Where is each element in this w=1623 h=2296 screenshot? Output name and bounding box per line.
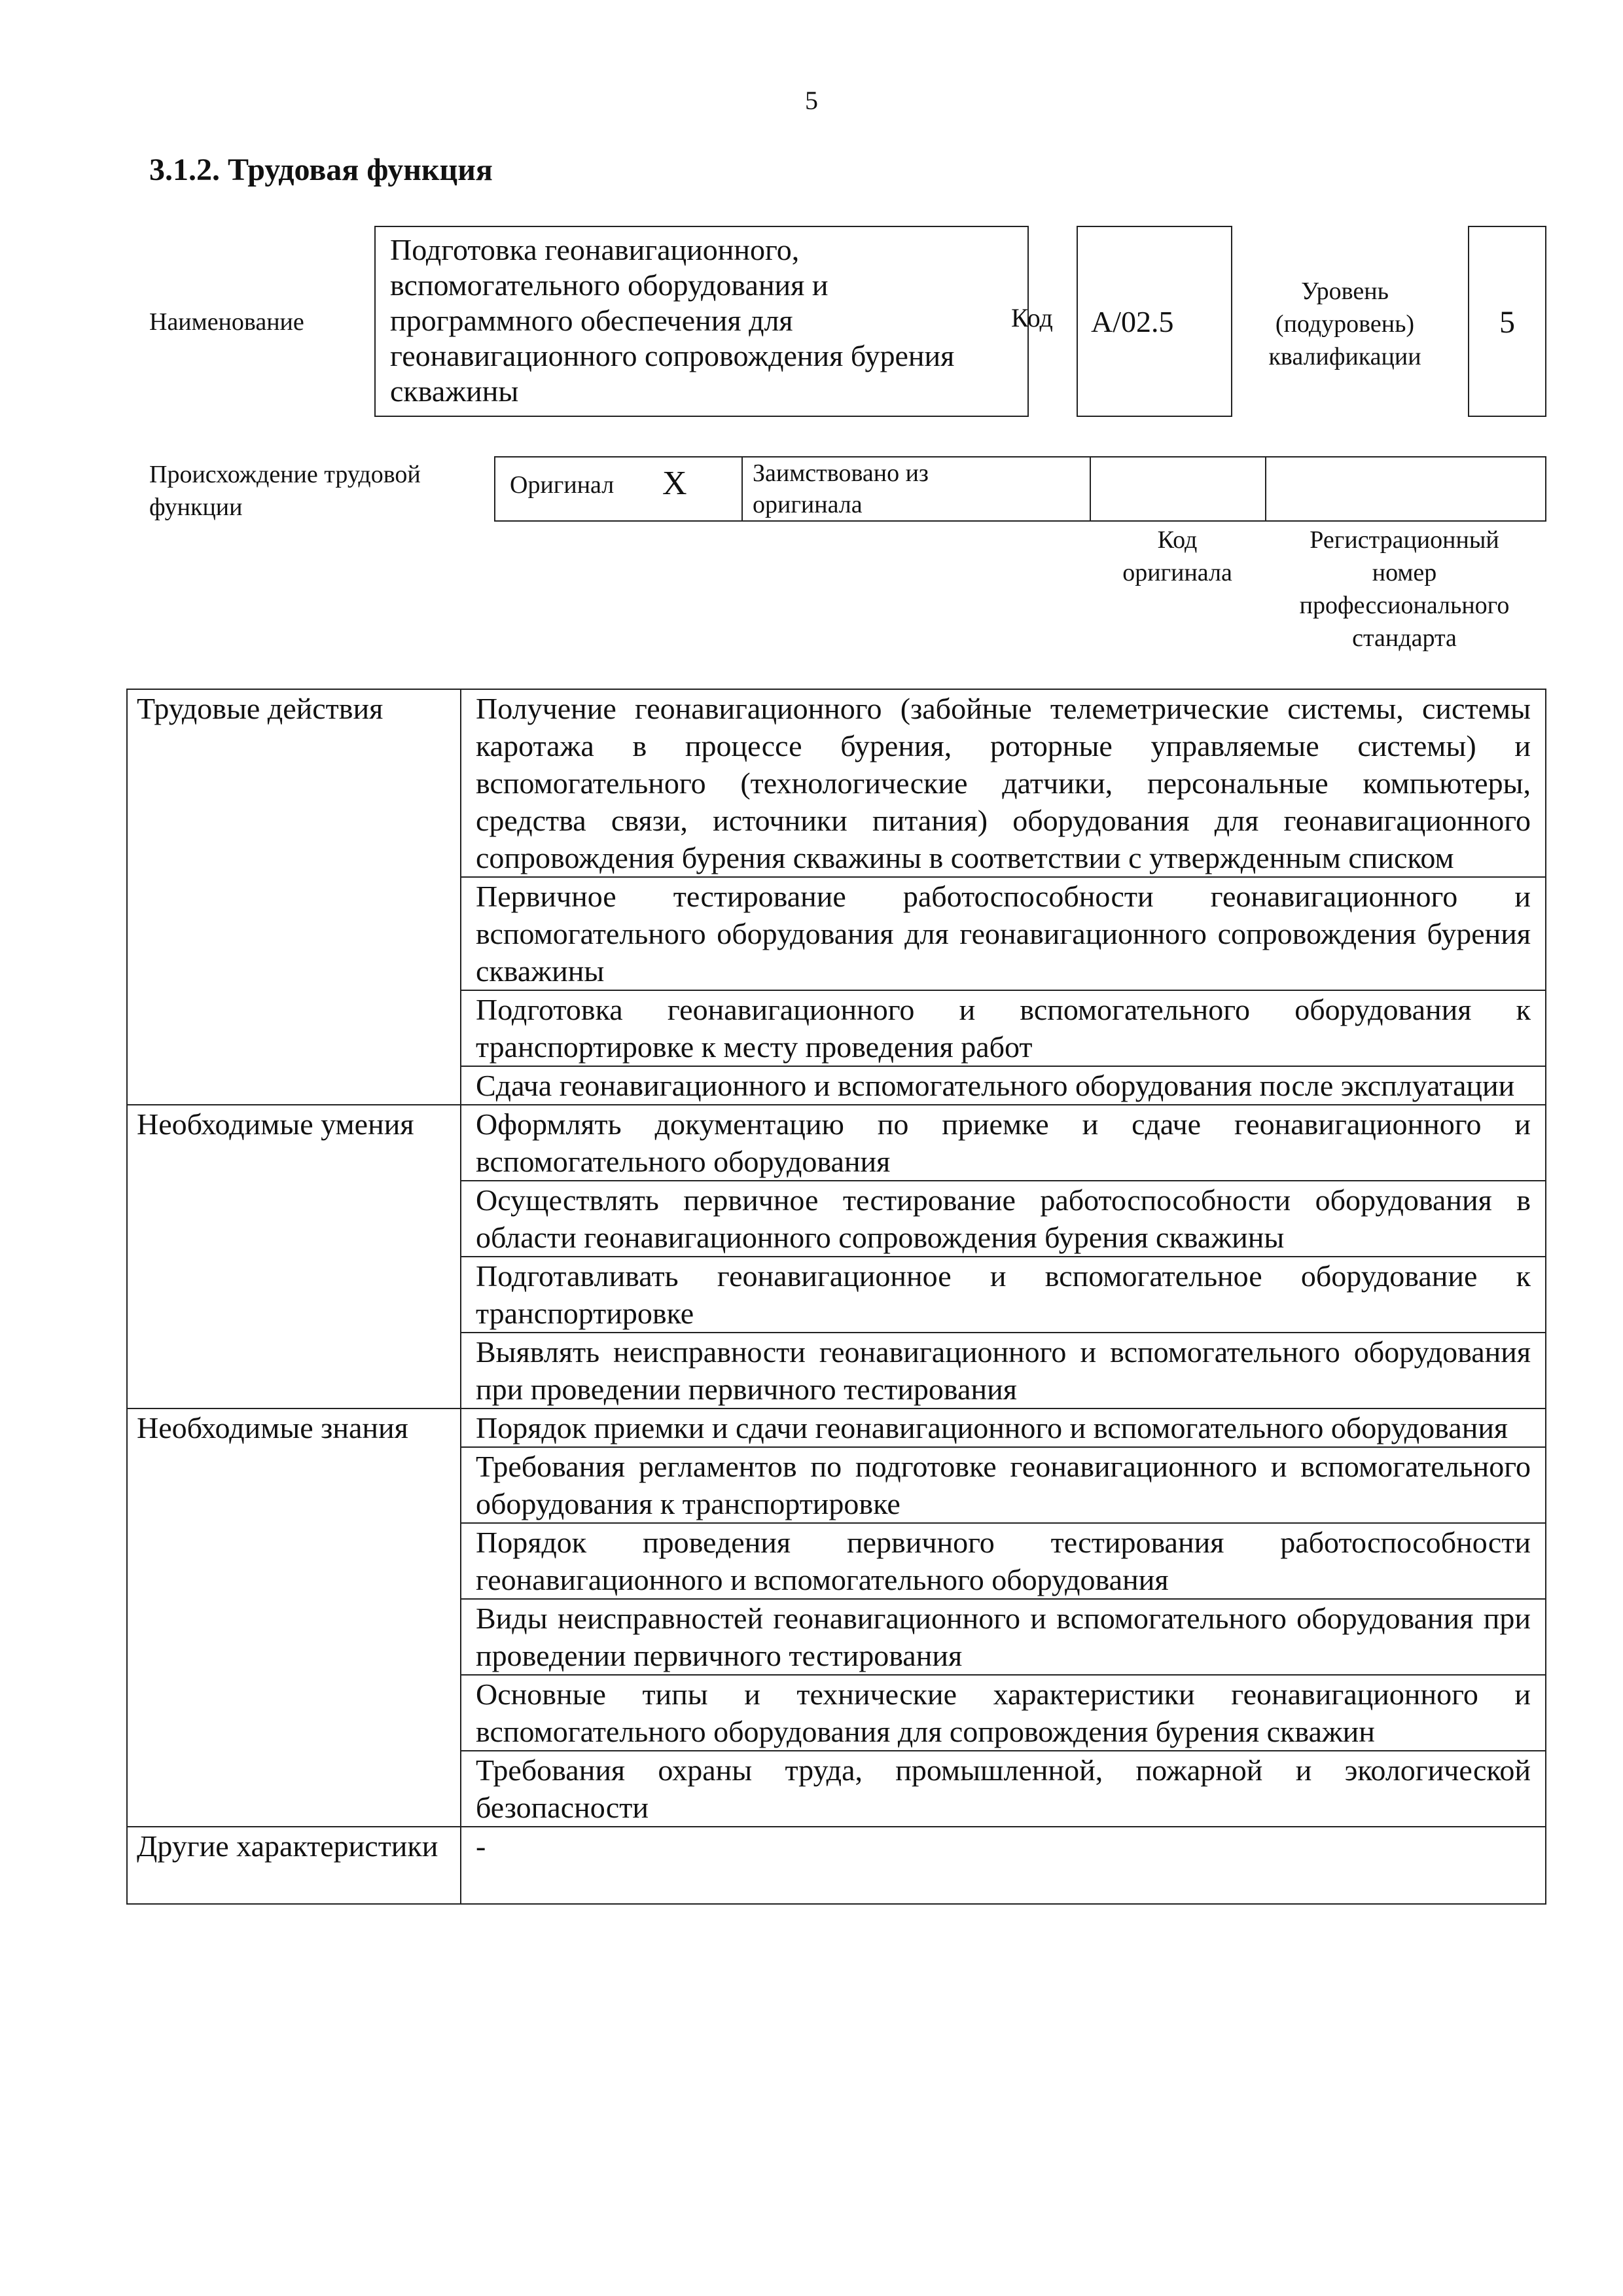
action-item: Сдача геонавигационного и вспомогательного оборудования после эксплуатации <box>461 1066 1546 1105</box>
code-caption <box>1090 524 1265 589</box>
action-item: Получение геонавигационного (забойные телеметрические системы, системы каротажа в процессе бурения, роторные управляемые системы) и вспомогательного (технологические датчики, персональные компьютеры, средства связи, источники питания) оборудования для геонавигационного сопровождения бурения скважины в соответствии с утвержденным списком <box>461 689 1546 877</box>
knowledge-item: Основные типы и технические характеристики геонавигационного и вспомогательного оборудования для сопровождения бурения скважин <box>461 1675 1546 1751</box>
level-label-line: Уровень <box>1301 278 1389 305</box>
original-label: Оригинал <box>510 471 615 499</box>
reg-caption-line: стандарта <box>1352 624 1457 652</box>
reg-number-cell <box>1266 457 1545 520</box>
name-label: Наименование <box>149 308 304 336</box>
original-cell <box>495 457 743 520</box>
table-row <box>127 689 1546 877</box>
reg-caption-line: Регистрационный <box>1310 526 1499 554</box>
level-box: 5 <box>1468 226 1546 417</box>
function-table <box>126 689 1546 1905</box>
borrowed-label-line: Заимствовано из <box>753 459 929 487</box>
origin-label-line: функции <box>149 493 243 521</box>
code-caption-line: оригинала <box>1122 559 1232 586</box>
other-label: Другие характеристики <box>127 1827 461 1904</box>
function-name-box: Подготовка геонавигационного, вспомогательного оборудования и программного обеспечения для геонавигационного сопровождения бурения скважины <box>374 226 1029 417</box>
knowledge-item: Порядок приемки и сдачи геонавигационного и вспомогательного оборудования <box>461 1408 1546 1447</box>
table-row <box>127 1408 1546 1447</box>
actions-label: Трудовые действия <box>127 689 461 1105</box>
borrowed-label-line: оригинала <box>753 491 863 518</box>
original-mark: X <box>662 465 687 502</box>
level-label-line: (подуровень) <box>1275 310 1415 338</box>
reg-caption-line: профессионального <box>1299 592 1510 619</box>
skill-item: Подготавливать геонавигационное и вспомогательное оборудование к транспортировке <box>461 1257 1546 1333</box>
knowledge-item: Виды неисправностей геонавигационного и вспомогательного оборудования при проведении первичного тестирования <box>461 1599 1546 1675</box>
code-caption-line: Код <box>1157 526 1198 554</box>
skill-item: Оформлять документацию по приемке и сдаче геонавигационного и вспомогательного оборудования <box>461 1105 1546 1181</box>
original-code-cell <box>1091 457 1266 520</box>
code-box: A/02.5 <box>1077 226 1232 417</box>
origin-label <box>149 458 490 524</box>
origin-label-line: Происхождение трудовой <box>149 461 421 488</box>
borrowed-cell <box>743 457 1091 520</box>
knowledge-label: Необходимые знания <box>127 1408 461 1827</box>
knowledge-item: Требования охраны труда, промышленной, пожарной и экологической безопасности <box>461 1751 1546 1827</box>
reg-caption-line: номер <box>1372 559 1437 586</box>
table-row <box>127 1827 1546 1904</box>
skill-item: Осуществлять первичное тестирование работоспособности оборудования в области геонавигационного сопровождения бурения скважины <box>461 1181 1546 1257</box>
origin-row <box>494 456 1546 522</box>
level-label <box>1247 275 1443 373</box>
action-item: Первичное тестирование работоспособности геонавигационного и вспомогательного оборудования для геонавигационного сопровождения бурения скважины <box>461 877 1546 990</box>
reg-caption <box>1265 524 1544 655</box>
skill-item: Выявлять неисправности геонавигационного и вспомогательного оборудования при проведении первичного тестирования <box>461 1333 1546 1408</box>
page-number: 5 <box>805 86 818 115</box>
action-item: Подготовка геонавигационного и вспомогательного оборудования к транспортировке к месту проведения работ <box>461 990 1546 1066</box>
skills-label: Необходимые умения <box>127 1105 461 1408</box>
knowledge-item: Требования регламентов по подготовке геонавигационного и вспомогательного оборудования к транспортировке <box>461 1447 1546 1523</box>
table-row <box>127 1105 1546 1181</box>
knowledge-item: Порядок проведения первичного тестирования работоспособности геонавигационного и вспомогательного оборудования <box>461 1523 1546 1599</box>
level-label-line: квалификации <box>1268 343 1421 370</box>
code-label: Код <box>1011 303 1053 332</box>
borrowed-label <box>753 457 929 520</box>
other-value: - <box>461 1827 1546 1904</box>
section-title: 3.1.2. Трудовая функция <box>149 152 493 187</box>
